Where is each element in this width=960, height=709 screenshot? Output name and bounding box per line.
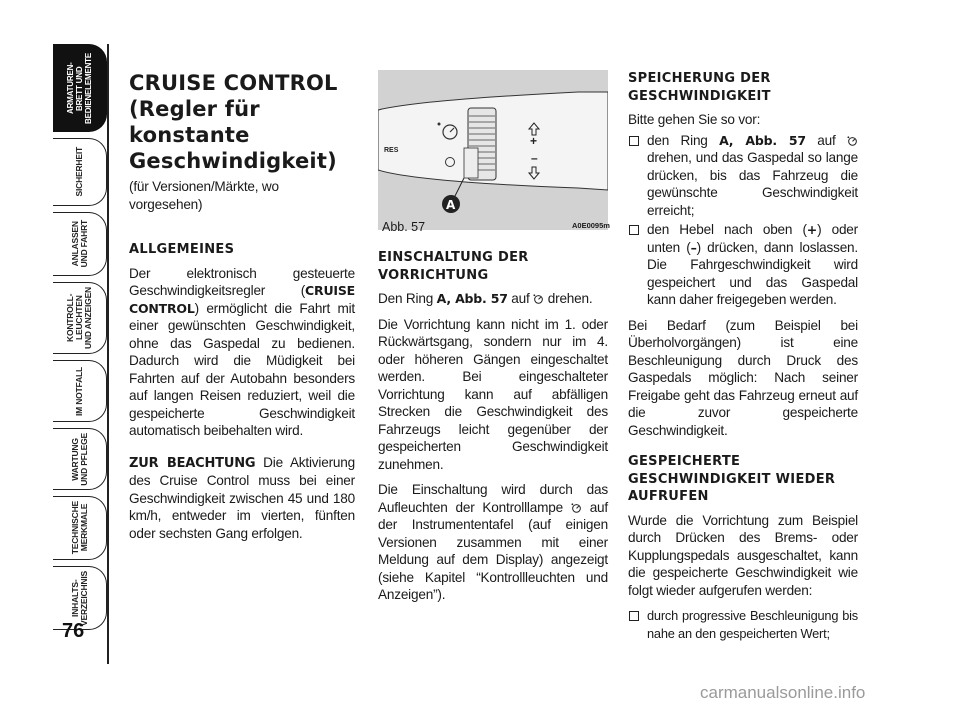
note-label: ZUR BEACHTUNG — [129, 455, 256, 471]
page-subtitle: (für Versionen/Märkte, wo vorgesehen) — [129, 179, 279, 212]
column-2 — [378, 249, 608, 612]
paragraph-speicherung-intro: Bitte gehen Sie so vor: — [628, 112, 761, 127]
tab-wartung[interactable] — [53, 428, 107, 490]
paragraph-einschaltung-2: Die Vorrichtung kann nicht im 1. oder Rückwärtsgang, sondern nur im 4. oder höheren Gängen eingeschaltet werden. Bei eingeschalteter Vorrichtung kann auf abfälligen Strecken die Geschwindigkeit des Fahrzeugs leicht gegenüber der gespeicherten Geschwindigkeit zunehmen. — [378, 316, 608, 472]
speedometer-icon — [533, 293, 544, 304]
list-item: den Ring A, Abb. 57 auf drehen, und das Gaspedal so lange drücken, bis das Fahrzeug die gewünschte Geschwindigkeit erreicht; — [628, 132, 858, 220]
tab-label: IM NOTFALL — [74, 366, 84, 416]
tab-label: TECHNISCHE MERKMALE — [69, 501, 89, 555]
res-label: RES — [384, 147, 399, 154]
marker-a: A — [446, 198, 456, 212]
figure-code: A0E0095m — [572, 221, 610, 230]
speedometer-icon — [847, 135, 858, 146]
tab-label: KONTROLL- LEUCHTEN UND ANZEIGEN — [65, 287, 93, 349]
minus-sign: – — [531, 151, 538, 165]
list-wieder-aufrufen — [628, 607, 858, 642]
speedometer-icon — [571, 502, 582, 513]
paragraph-wieder-aufrufen: Wurde die Vorrichtung zum Beispiel durch Drücken des Brems- oder Kupplungspedals ausgeschaltet, kann die gespeicherte Geschwindigkeit wie folgt wieder aufgerufen werden: — [628, 512, 858, 598]
tab-label: INHALTS- VERZEICHNIS — [69, 570, 89, 626]
column-1 — [129, 70, 355, 550]
heading-allgemeines: ALLGEMEINES — [129, 242, 235, 257]
plus-sign: + — [530, 134, 538, 148]
paragraph-general: Der elektronisch gesteuerte Geschwindigkeitsregler (CRUISE CONTROL) ermöglicht die Fahrt mit einer gewünschten Geschwindigkeit, ohne das Gaspedal zu bedienen. Dadurch wird die Müdigkeit bei Fahrten auf der Autobahn besonders auf langen Reisen reduziert, weil die gespeicherte Geschwindigkeit automatisch beibehalten wird. — [129, 265, 355, 438]
paragraph-speicherung-2: Bei Bedarf (zum Beispiel bei Überholvorgängen) ist eine Beschleunigung durch Druck des Gaspedals möglich: Nach seiner Freigabe geht das Fahrzeug erneut auf die zuvor gespeicherte Geschwindigkeit. — [628, 317, 858, 438]
paragraph-note: ZUR BEACHTUNG Die Aktivierung des Cruise Control muss bei einer Geschwindigkeit zwischen 45 und 180 km/h, entweder im vierten, fünften oder sechsten Gang erfolgen. — [129, 454, 355, 541]
column-3 — [628, 70, 858, 650]
list-item: den Hebel nach oben (+) oder unten (–) drücken, dann loslassen. Die Fahrgeschwindigkeit wird gespeichert und das Gaspedal kann daher freigegeben werden. — [628, 221, 858, 309]
heading-einschaltung: EINSCHALTUNG DER VORRICHTUNG — [378, 250, 529, 283]
tab-label: ANLASSEN UND FAHRT — [69, 220, 89, 268]
page-title: CRUISE CONTROL (Regler für konstante Geschwindigkeit) — [129, 71, 338, 173]
heading-wieder-aufrufen: GESPEICHERTE GESCHWINDIGKEIT WIEDER AUFRUFEN — [628, 454, 836, 504]
paragraph-einschaltung-3: Die Einschaltung wird durch das Aufleuchten der Kontrolllampe auf der Instrumententafel (auf einigen Versionen zusammen mit einer Meldung auf dem Display) angezeigt (siehe Kapitel “Kontrollleuchten und Anzeigen”). — [378, 482, 608, 602]
paragraph-einschaltung-1: Den Ring A, Abb. 57 auf drehen. — [378, 291, 593, 306]
tab-im-notfall[interactable] — [53, 360, 107, 422]
page-number: 76 — [62, 620, 85, 642]
watermark: carmanualsonline.info — [700, 683, 866, 702]
list-item: durch progressive Beschleunigung bis nahe an den gespeicherten Wert; — [628, 607, 858, 642]
figure-cruise-control-lever — [378, 70, 608, 230]
figure-caption: Abb. 57 — [382, 220, 426, 234]
sidebar-divider — [107, 44, 109, 664]
tab-armaturenbrett[interactable] — [53, 44, 107, 132]
list-speicherung — [628, 132, 858, 309]
heading-speicherung: SPEICHERUNG DER GESCHWINDIGKEIT — [628, 71, 771, 104]
tab-label: ARMATUREN- BRETT UND BEDIENELEMENTE — [66, 52, 93, 124]
tab-technische-merkmale[interactable] — [53, 496, 107, 560]
tab-label: WARTUNG UND PFLEGE — [69, 432, 89, 486]
tab-anlassen[interactable] — [53, 212, 107, 276]
tab-kontrollleuchten[interactable] — [53, 282, 107, 354]
lever-illustration — [378, 70, 608, 230]
tab-sicherheit[interactable] — [53, 138, 107, 206]
tab-label: SICHERHEIT — [74, 147, 84, 197]
